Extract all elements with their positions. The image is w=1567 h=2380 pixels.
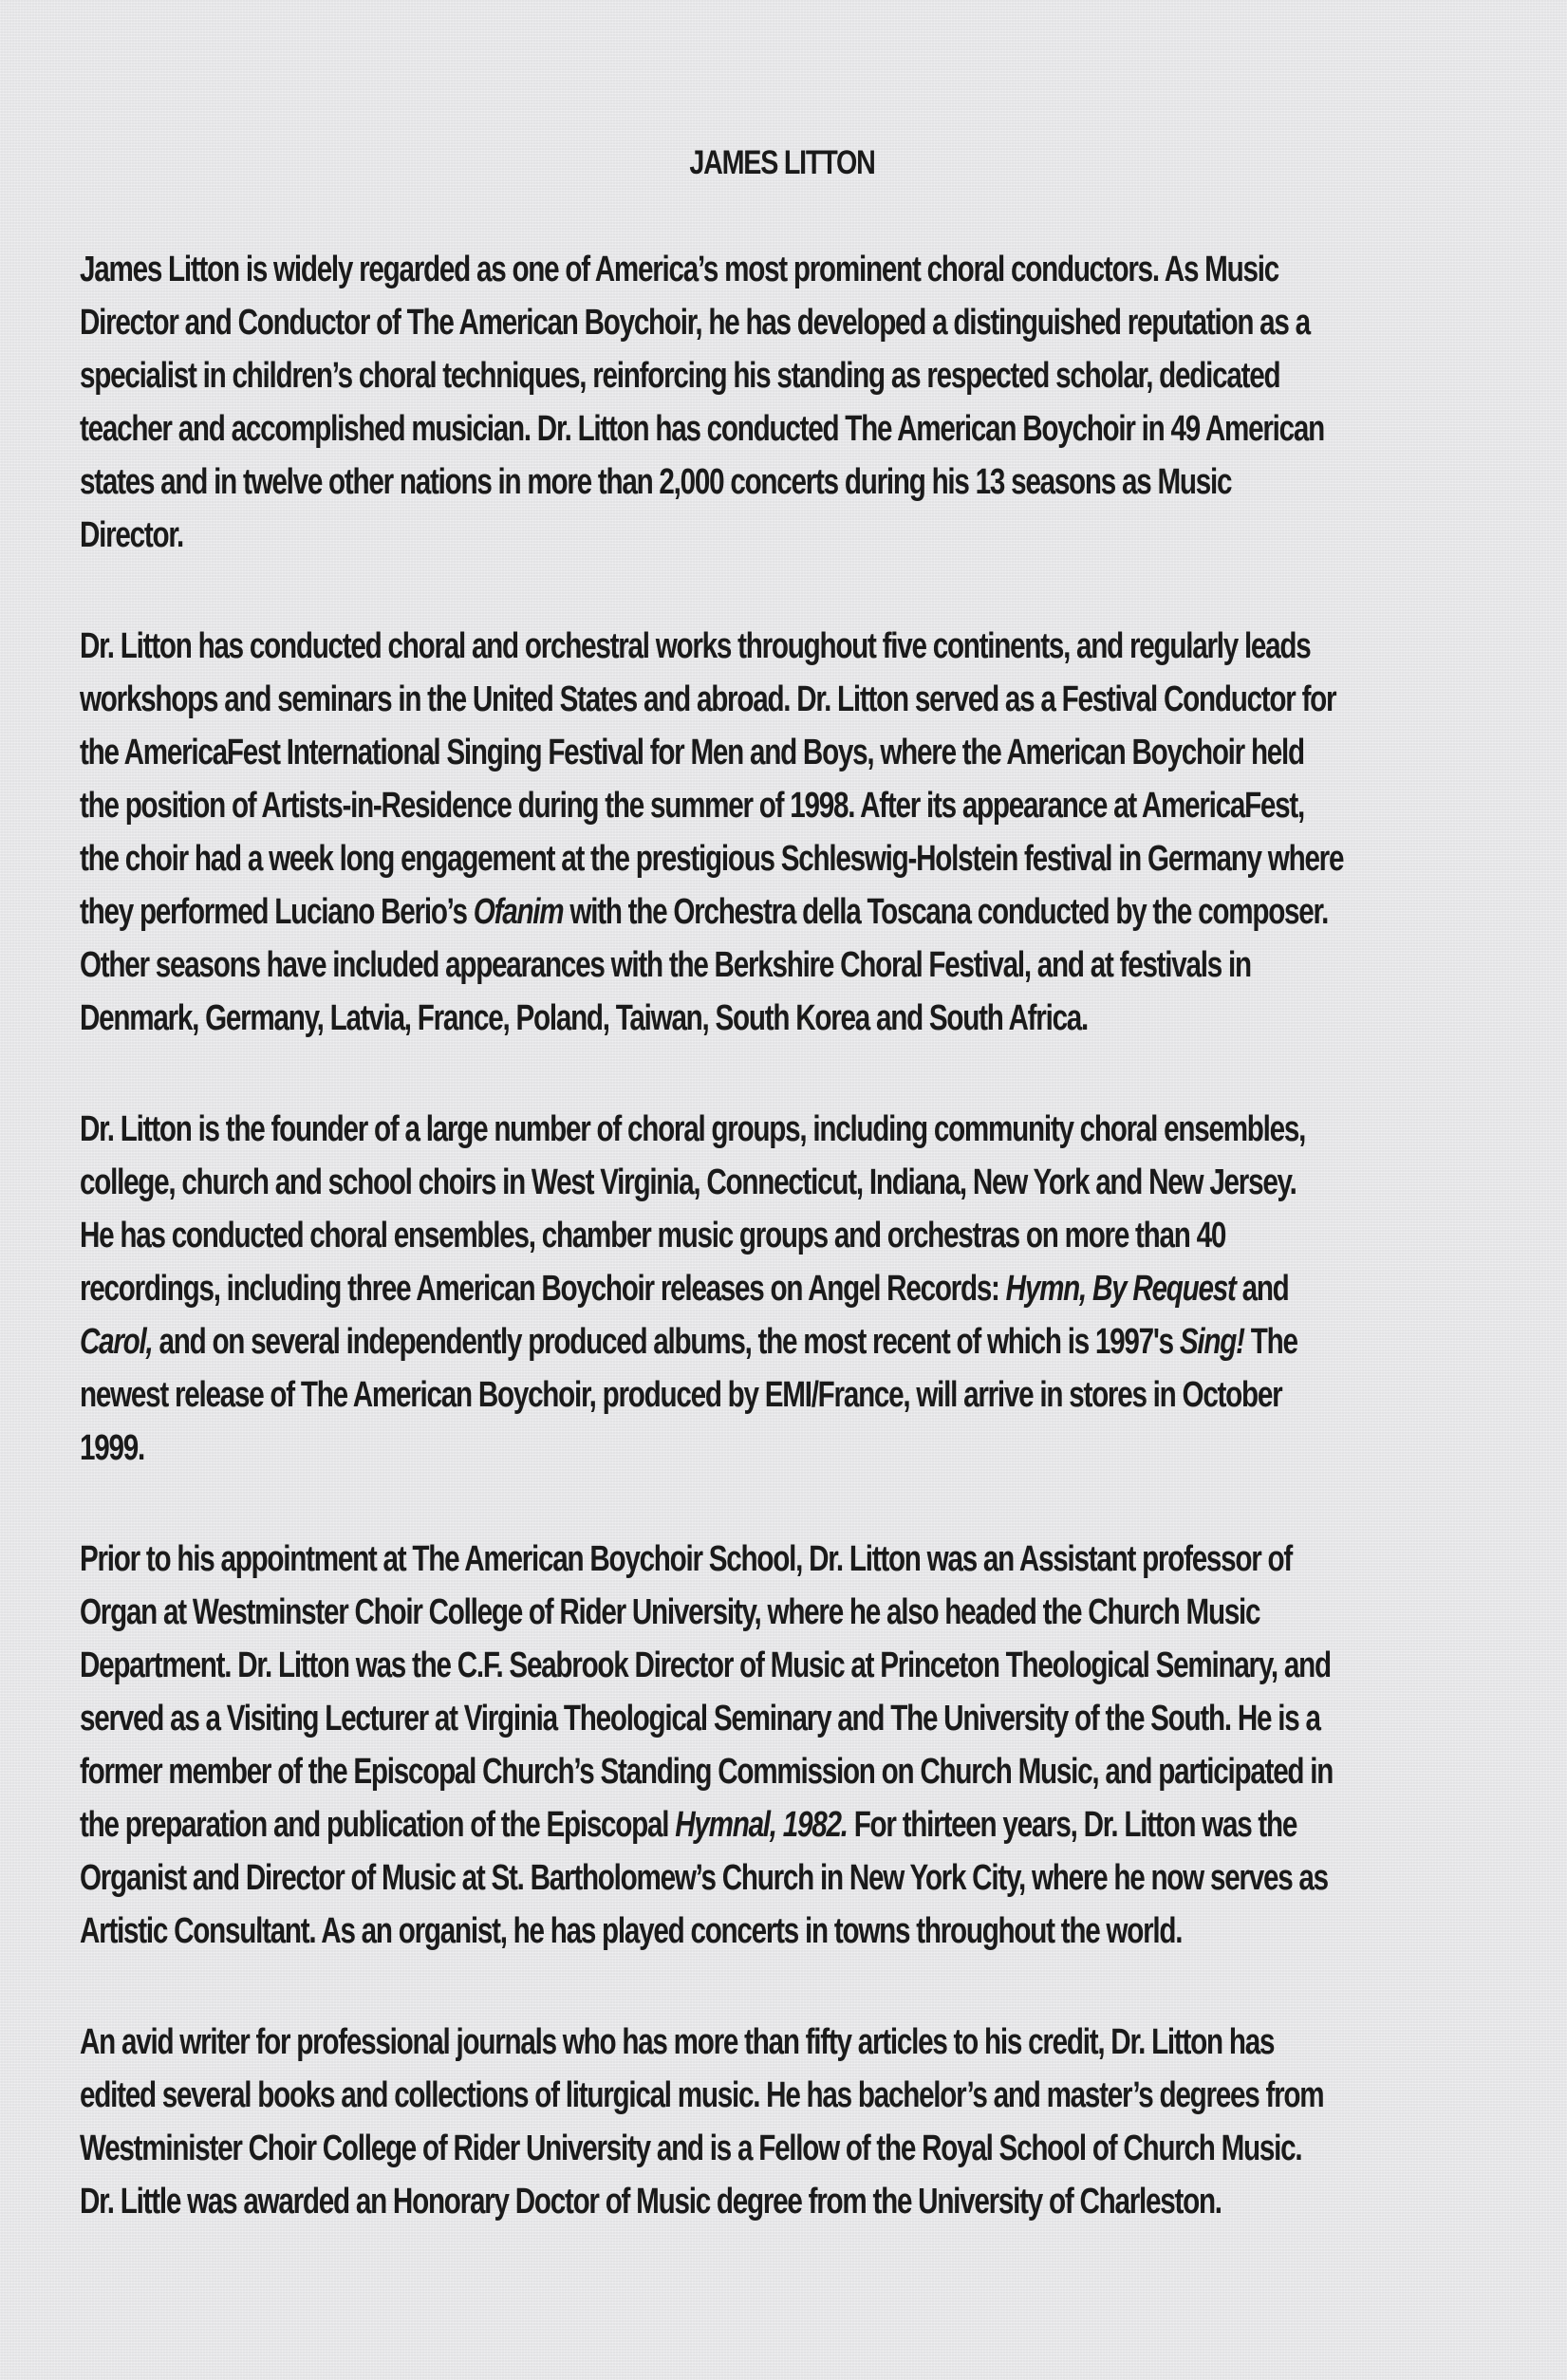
italic-title: Ofanim <box>473 892 564 932</box>
text-line: teacher and accomplished musician. Dr. Litton has conducted The American Boychoir in 49 American <box>80 409 1324 449</box>
text-line: He has conducted choral ensembles, chamber music groups and orchestras on more than 40 <box>80 1216 1226 1255</box>
text-line: Artistic Consultant. As an organist, he has played concerts in towns throughout the world. <box>80 1911 1183 1951</box>
text-segment: with the Orchestra della Toscana conducted by the composer. <box>563 892 1329 932</box>
text-line: the position of Artists-in-Residence during the summer of 1998. After its appearance at AmericaFest, <box>80 786 1305 826</box>
italic-title: Sing! <box>1179 1322 1244 1362</box>
text-segment: For thirteen years, Dr. Litton was the <box>847 1805 1297 1845</box>
text-line: Dr. Litton is the founder of a large number of choral groups, including community choral ensembles, <box>80 1109 1306 1149</box>
italic-title: Carol, <box>80 1322 153 1362</box>
text-line: Director and Conductor of The American Boychoir, he has developed a distinguished reputation as a <box>80 303 1310 343</box>
document-page <box>80 142 1484 2286</box>
text-line <box>80 885 1329 939</box>
text-line <box>80 1262 1289 1315</box>
biography-body <box>80 243 1484 2228</box>
paragraph-1 <box>80 243 1484 562</box>
text-line: James Litton is widely regarded as one of America’s most prominent choral conductors. As Music <box>80 250 1278 289</box>
text-line: Westminister Choir College of Rider University and is a Fellow of the Royal School of Church Music. <box>80 2129 1302 2168</box>
paragraph-3 <box>80 1103 1484 1475</box>
text-segment: they performed Luciano Berio’s <box>80 892 474 932</box>
paragraph-4 <box>80 1533 1484 1958</box>
text-line: Organ at Westminster Choir College of Rider University, where he also headed the Church Music <box>80 1592 1260 1632</box>
italic-title: Hymn, By Request <box>1005 1269 1236 1309</box>
text-line: served as a Visiting Lecturer at Virginia Theological Seminary and The University of the South. He is a <box>80 1699 1320 1739</box>
text-line: Director. <box>80 515 184 555</box>
text-line: Dr. Little was awarded an Honorary Doctor of Music degree from the University of Charleston. <box>80 2182 1222 2222</box>
text-segment: and on several independently produced albums, the most recent of which is 1997's <box>152 1322 1180 1362</box>
text-line <box>80 1798 1297 1851</box>
text-line: the AmericaFest International Singing Festival for Men and Boys, where the American Boychoir held <box>80 733 1304 772</box>
text-line: specialist in children’s choral techniques, reinforcing his standing as respected scholar, dedicated <box>80 356 1280 396</box>
text-line: newest release of The American Boychoir, produced by EMI/France, will arrive in stores in October <box>80 1375 1282 1415</box>
text-line: former member of the Episcopal Church’s Standing Commission on Church Music, and participated in <box>80 1752 1334 1792</box>
text-line: Dr. Litton has conducted choral and orchestral works throughout five continents, and regularly leads <box>80 626 1311 666</box>
text-line: Denmark, Germany, Latvia, France, Poland, Taiwan, South Korea and South Africa. <box>80 998 1089 1038</box>
text-line: the choir had a week long engagement at the prestigious Schleswig-Holstein festival in Germany where <box>80 839 1344 879</box>
text-line: 1999. <box>80 1428 144 1468</box>
paragraph-5 <box>80 2016 1484 2228</box>
text-line: Department. Dr. Litton was the C.F. Seabrook Director of Music at Princeton Theological Seminary, and <box>80 1646 1331 1685</box>
text-segment: recordings, including three American Boychoir releases on Angel Records: <box>80 1269 1006 1309</box>
text-line: Other seasons have included appearances with the Berkshire Choral Festival, and at festivals in <box>80 945 1251 985</box>
text-line: edited several books and collections of liturgical music. He has bachelor’s and master’s degrees from <box>80 2075 1324 2115</box>
italic-title: Hymnal, 1982. <box>675 1805 848 1845</box>
text-line: workshops and seminars in the United States and abroad. Dr. Litton served as a Festival Conductor for <box>80 679 1336 719</box>
text-line: college, church and school choirs in West Virginia, Connecticut, Indiana, New York and New Jersey. <box>80 1162 1297 1202</box>
text-segment: The <box>1243 1322 1297 1362</box>
text-line: An avid writer for professional journals who has more than fifty articles to his credit, Dr. Litton has <box>80 2022 1275 2062</box>
text-segment: and <box>1235 1269 1289 1309</box>
text-line: Prior to his appointment at The American Boychoir School, Dr. Litton was an Assistant professor of <box>80 1539 1293 1579</box>
text-segment: the preparation and publication of the Episcopal <box>80 1805 676 1845</box>
text-line: states and in twelve other nations in more than 2,000 concerts during his 13 seasons as Music <box>80 462 1232 502</box>
text-line <box>80 1315 1297 1368</box>
page-title: JAMES LITTON <box>689 144 875 181</box>
paragraph-2 <box>80 620 1484 1045</box>
text-line: Organist and Director of Music at St. Bartholomew’s Church in New York City, where he now serves as <box>80 1858 1328 1898</box>
